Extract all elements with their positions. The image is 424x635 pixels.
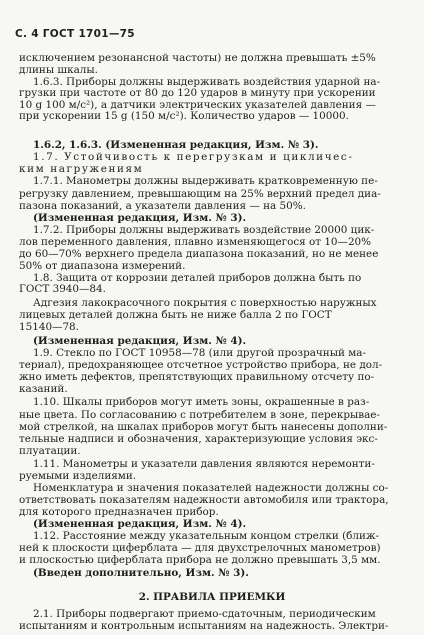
text-line: для которого предназначен прибор. xyxy=(19,506,219,519)
text-line: мой стрелкой, на шкалах приборов могут быть нанесены дополни- xyxy=(19,420,388,433)
text-line: Номенклатура и значения показателей надежности должны со- xyxy=(33,481,389,494)
amendment-note: (Измененная редакция, Изм. № 4). xyxy=(33,518,247,531)
section-heading: 1.7. Устойчивость к перегрузкам и цикличес- xyxy=(33,151,354,164)
text-line: ГОСТ 3940—84. xyxy=(19,283,106,296)
text-line: 50% от диапазона измерений. xyxy=(19,260,186,272)
text-line: 2.1. Приборы подвергают приемо-сдаточным, периодическим xyxy=(33,607,376,620)
text-line: 15140—78. xyxy=(19,321,79,334)
text-line: 1.8. Защита от коррозии деталей приборов должна быть по xyxy=(33,272,362,285)
text-line: Адгезия лакокрасочного покрытия с поверхностью наружных xyxy=(33,297,377,310)
text-line: ответствовать показателям надежности автомобиля или трактора, xyxy=(19,494,389,506)
text-line: териал), предохраняющее отсчетное устройство прибора, не дол- xyxy=(19,359,383,372)
text-line: регрузку давлением, превышающим на 25% верхний предел диа- xyxy=(19,187,381,200)
text-line: лицевых деталей должна быть не ниже балла 2 по ГОСТ xyxy=(19,309,332,322)
amendment-note: (Введен дополнительно, Изм. № 3). xyxy=(33,566,249,579)
text-line: тельные надписи и обозначения, характеризующие условия экс- xyxy=(19,432,378,445)
text-line: руемыми изделиями. xyxy=(19,469,137,482)
text-line: до 60—70% верхнего предела диапазона показаний, но не менее xyxy=(19,248,379,260)
section-heading: ким нагружениям xyxy=(19,163,144,176)
amendment-note: (Измененная редакция, Изм. № 4). xyxy=(33,335,247,348)
text-line: 1.7.2. Приборы должны выдерживать воздействие 20000 цик- xyxy=(33,223,375,236)
section-title: 2. ПРАВИЛА ПРИЕМКИ xyxy=(138,590,286,603)
text-line: плуатации. xyxy=(19,444,81,457)
text-line: 10 g 100 м/с²), а датчики электрических указателей давления — xyxy=(19,98,376,111)
text-line: исключением резонансной частоты) не должна превышать ±5% xyxy=(19,52,376,64)
text-line: грузки при частоте от 80 до 120 ударов в минуту при ускорении xyxy=(19,87,376,100)
text-line: 1.11. Манометры и указатели давления являются неремонти- xyxy=(33,457,375,470)
amendment-note: 1.6.2, 1.6.3. (Измененная редакция, Изм. № 3). xyxy=(33,139,319,152)
text-line: испытаниям и контрольным испытаниям на надежность. Электри- xyxy=(19,620,389,632)
text-line: длины шкалы. xyxy=(19,64,98,77)
text-line: при ускорении 15 g (150 м/с²). Количество ударов — 10000. xyxy=(19,109,349,122)
page-header: С. 4 ГОСТ 1701—75 xyxy=(15,28,135,40)
text-line: 1.7.1. Манометры должны выдерживать кратковременную пе- xyxy=(33,175,378,188)
text-line: жно иметь дефектов, препятствующих правильному отсчету по- xyxy=(19,370,375,383)
amendment-note: (Измененная редакция, Изм. № 3). xyxy=(33,211,247,224)
text-line: 1.12. Расстояние между указательным концом стрелки (ближ- xyxy=(33,530,380,543)
text-line: 1.6.3. Приборы должны выдерживать воздействия ударной на- xyxy=(33,76,381,89)
text-line: ней к плоскости циферблата — для двухстрелочных манометров) xyxy=(19,542,381,555)
text-line: и плоскостью циферблата прибора не должно превышать 3,5 мм. xyxy=(19,554,381,567)
text-line: 1.10. Шкалы приборов могут иметь зоны, окрашенные в раз- xyxy=(33,396,370,409)
text-line: ные цвета. По согласованию с потребителем в зоне, перекрывае- xyxy=(19,408,380,421)
text-line: 1.9. Стекло по ГОСТ 10958—78 (или другой прозрачный ма- xyxy=(33,347,366,360)
text-line: казаний. xyxy=(19,382,68,395)
text-line: пазона показаний, а указатели давления — на 50%. xyxy=(19,199,306,212)
text-line: лов переменного давления, плавно изменяющегося от 10—20% xyxy=(19,235,372,248)
